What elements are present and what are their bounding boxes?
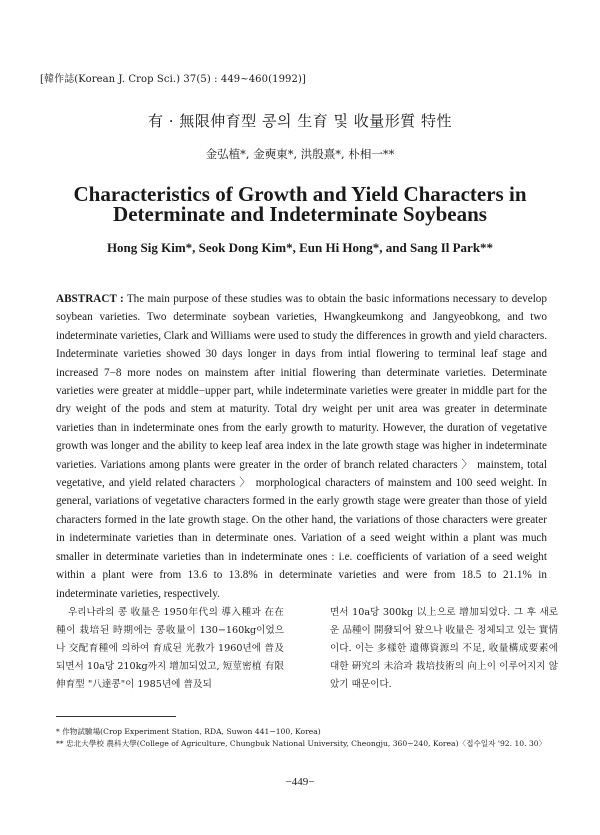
korean-authors: 金弘植*, 金奭東*, 洪殷熹*, 朴相一**: [205, 147, 395, 161]
korean-title: 有 · 無限伸育型 콩의 生育 및 收量形質 特性: [147, 112, 453, 130]
english-title-line-1: Characteristics of Growth and Yield Characters in: [73, 182, 527, 206]
abstract: [56, 290, 547, 603]
journal-reference: [韓作誌(Korean J. Crop Sci.) 37(5) : 449~460(1992)]: [40, 74, 306, 85]
footnote-divider: [56, 716, 176, 717]
abstract-label: ABSTRACT :: [56, 293, 124, 305]
english-authors: Hong Sig Kim*, Seok Dong Kim*, Eun Hi Hong*, and Sang Il Park**: [106, 240, 494, 255]
page-number: −449−: [285, 776, 315, 788]
footnote-affiliation-2: ** 忠北大學校 農科大學(College of Agriculture, Chungbuk National University, Cheongju, 360−240, Korea)〈접수일자 '92. 10. 30〉: [56, 739, 547, 748]
abstract-text: The main purpose of these studies was to obtain the basic informations necessary to develop soybean varieties. Two determinate soybean varieties, Hwangkeumkong and Jangyeobkong, and two indeterminate varieties, Clark and Williams were used to study the differences in growth and yield characters. Indeterminate varieties showed 30 days longer in days from intial flowering to terminal leaf stage and increased 7−8 more nodes on mainstem after initial flowering than determinate varieties. Determinate varieties were greater at middle−upper part, while indeterminate varieties were greater in middle part for the dry weight of the pods and stem at maturity. Total dry weight per unit area was greater in determinate varieties than in indeterminate ones from the early growth to maturity. However, the duration of vegetative growth was longer and the ability to keep leaf area index in the late growth stage was higher in indeterminate varieties. Variations among plants were greater in the order of branch related characters 〉 mainstem, total vegetative, and yield related characters 〉 morphological characters of mainstem and 100 seed weight. In general, variations of vegetative characters formed in the early growth stage were greater than those of yield characters formed in the late growth stage. On the other hand, the variations of those characters were greater in indeterminate varieties than in determinate ones. Variation of a seed weight within a plant was much smaller in determinate varieties than in indeterminate ones : i.e. coefficients of variation of a seed weight within a plant were from 13.6 to 13.8% in determinate varieties and were from 18.5 to 21.1% in indeterminate varieties, respectively.: [56, 293, 547, 600]
body-text-right-column: 면서 10a당 300kg 以上으로 增加되었다. 그 후 새로운 品種이 開發되어 왔으나 收量은 정체되고 있는 實情이다. 이는 多樣한 遺傳資源의 不足, 收量構成要素에 대한 硏究의 未洽과 栽培技術의 向上이 이루어지지 않았기 때문이다.: [330, 607, 558, 690]
body-text-left-column: 우리나라의 콩 收量은 1950年代의 導入種과 在在種이 栽培된 時期에는 콩收量이 130−160kg이었으나 交配育種에 의하여 育成된 光敎가 1960년에 普及되면서 10a당 210kg까지 增加되었고, 短莖密植 有限伸育型 "八達콩"이 1985년에 普及되: [56, 607, 284, 690]
english-title-line-2: Determinate and Indeterminate Soybeans: [113, 202, 487, 226]
footnote-affiliation-1: * 作物試驗場(Crop Experiment Station, RDA, Suwon 441−100, Korea): [56, 727, 321, 736]
english-title: [30, 184, 570, 224]
